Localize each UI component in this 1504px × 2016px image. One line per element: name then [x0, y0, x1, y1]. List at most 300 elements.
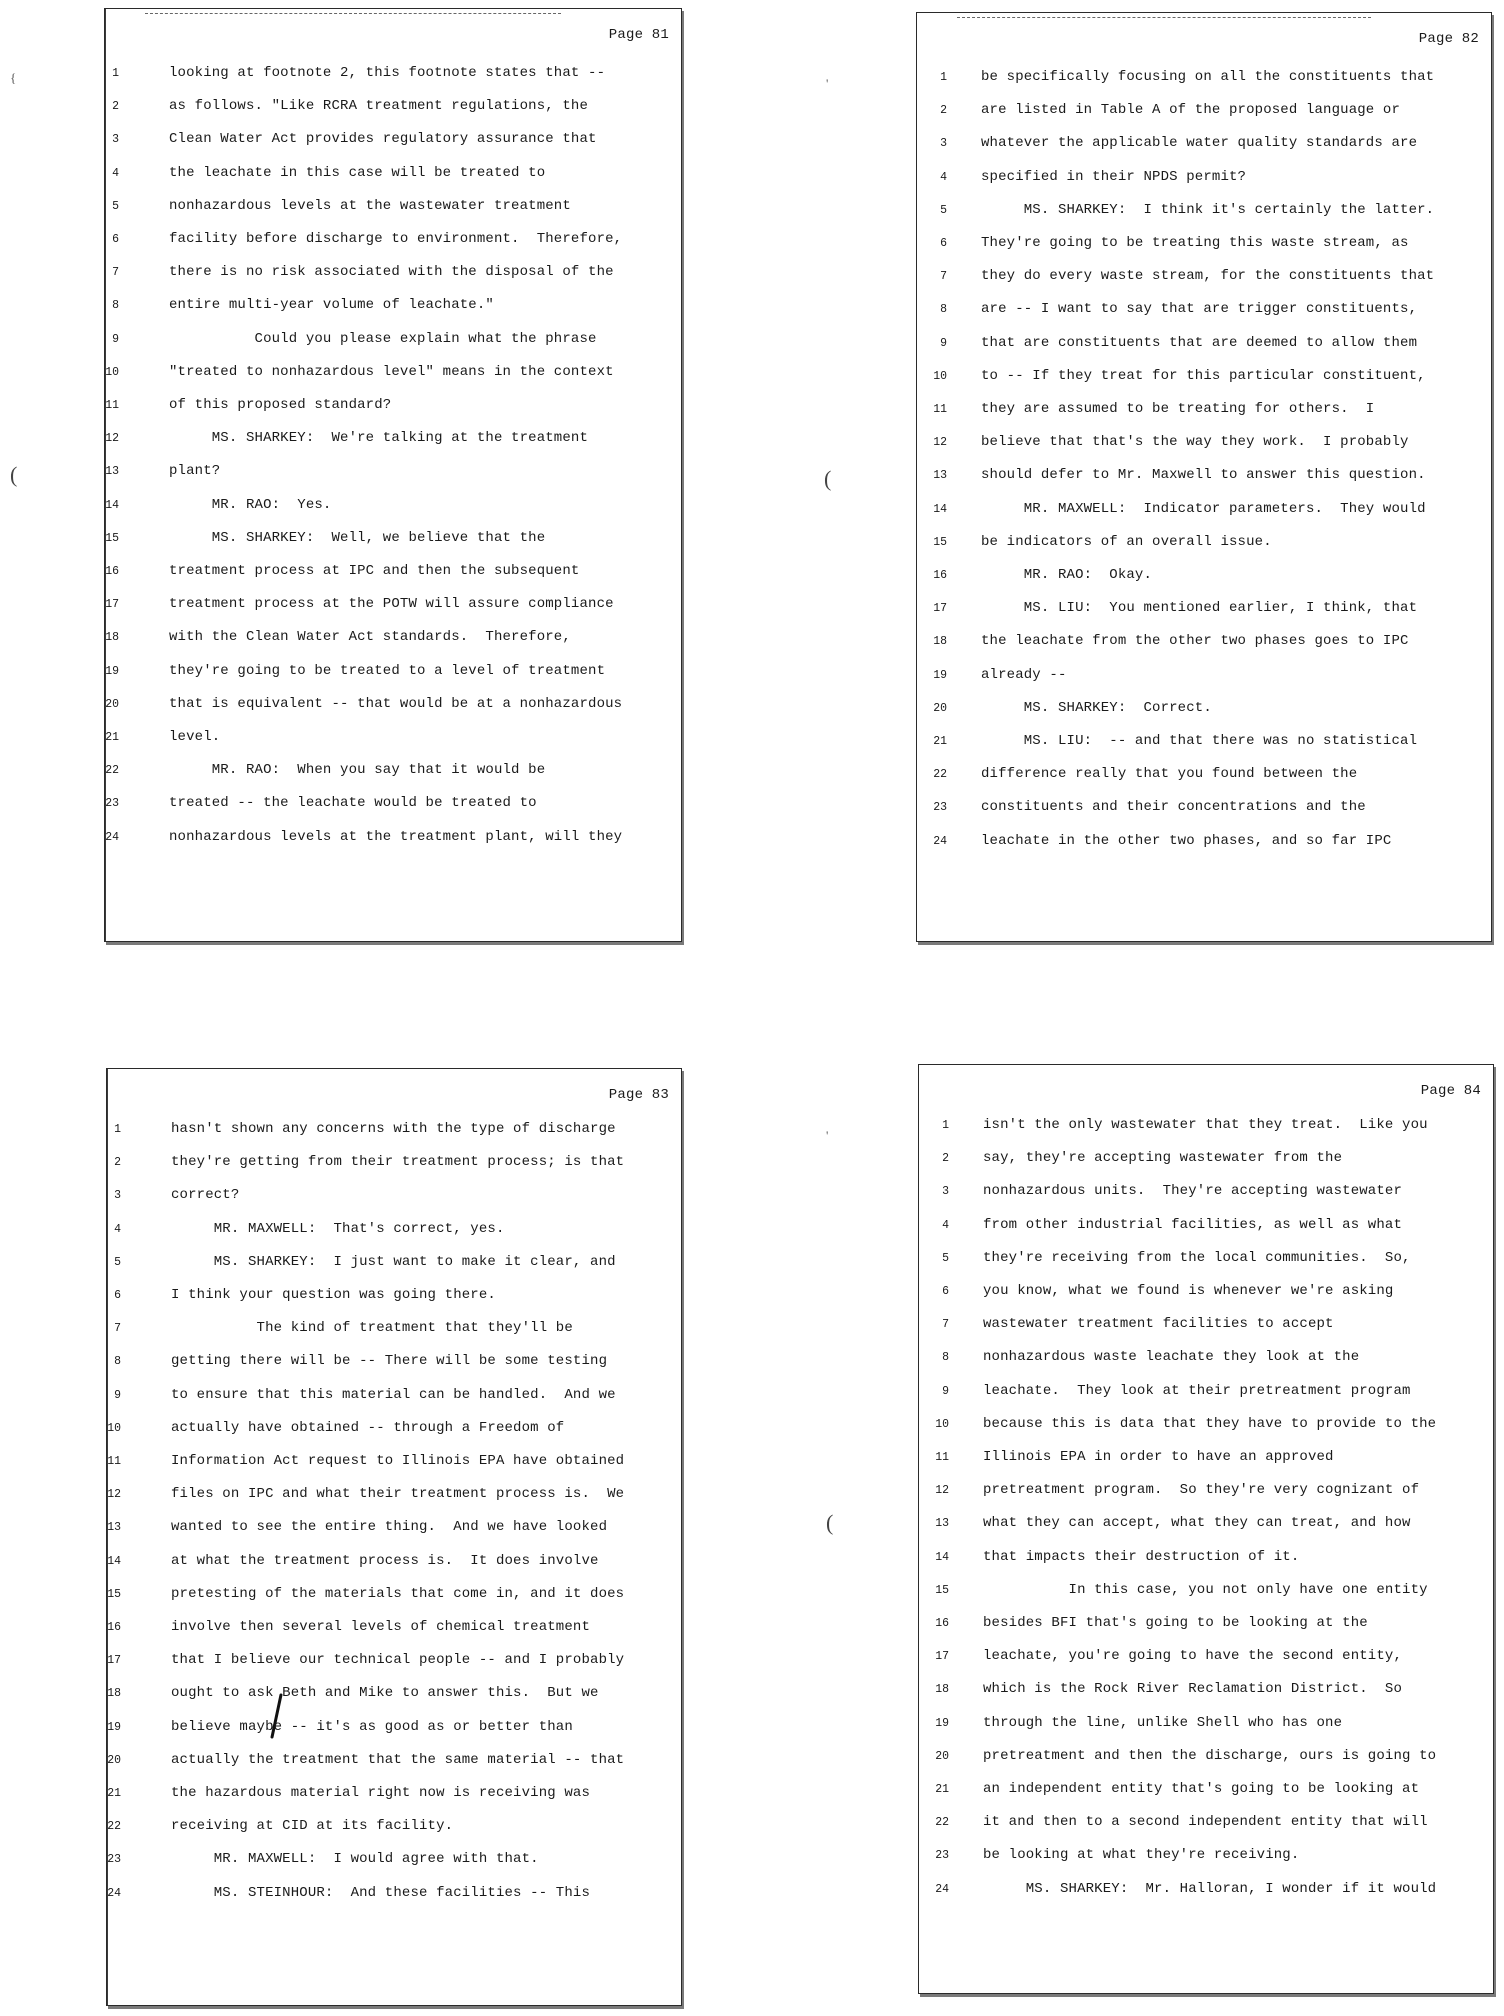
line-number: 5	[942, 1251, 949, 1265]
line-text: MS. LIU: You mentioned earlier, I think, that	[981, 600, 1418, 617]
margin-mark-tick: {	[10, 70, 17, 85]
transcript-line	[919, 1242, 1493, 1275]
transcript-line	[105, 90, 681, 123]
transcript-line	[919, 1341, 1493, 1374]
transcript-line	[105, 422, 681, 455]
line-number: 18	[933, 635, 947, 649]
transcript-line	[105, 821, 681, 854]
line-number: 6	[940, 237, 947, 250]
line-text: say, they're accepting wastewater from the	[983, 1150, 1343, 1167]
transcript-line	[107, 1877, 681, 1910]
transcript-line	[107, 1246, 681, 1279]
line-number: 16	[933, 569, 947, 582]
line-number: 5	[112, 199, 119, 213]
transcript-line	[105, 688, 681, 721]
line-text: because this is data that they have to provide to the	[983, 1415, 1437, 1432]
line-number: 12	[933, 436, 947, 450]
line-number: 1	[942, 1119, 949, 1132]
transcript-line	[919, 1607, 1493, 1640]
line-text: the hazardous material right now is receiving was	[171, 1785, 591, 1801]
line-text: be specifically focusing on all the constituents that	[981, 69, 1435, 85]
line-text: In this case, you not only have one entity	[983, 1581, 1428, 1598]
transcript-line	[917, 393, 1491, 426]
line-number: 24	[107, 1886, 121, 1900]
line-number: 5	[114, 1255, 121, 1269]
line-number: 13	[933, 469, 947, 483]
line-text: MR. RAO: Yes.	[169, 496, 332, 513]
transcript-line	[105, 323, 681, 356]
transcript-line	[919, 1806, 1493, 1839]
line-text: at what the treatment process is. It does involve	[171, 1552, 599, 1569]
line-text: pretreatment program. So they're very cognizant of	[983, 1482, 1420, 1499]
line-text: hasn't shown any concerns with the type of discharge	[171, 1121, 616, 1137]
line-text: MS. STEINHOUR: And these facilities -- This	[171, 1884, 591, 1901]
line-number: 9	[112, 332, 119, 346]
transcript-line	[107, 1843, 681, 1876]
line-text: The kind of treatment that they'll be	[171, 1320, 573, 1337]
transcript-line	[105, 256, 681, 289]
line-text: the leachate from the other two phases goes to IPC	[981, 633, 1409, 650]
line-number: 2	[114, 1156, 121, 1170]
line-number: 12	[107, 1488, 121, 1502]
line-text: treated -- the leachate would be treated to	[169, 795, 537, 812]
transcript-line	[919, 1541, 1493, 1574]
line-number: 19	[107, 1720, 121, 1734]
transcript-line	[107, 1810, 681, 1843]
transcript-line	[919, 1109, 1493, 1142]
line-text: difference really that you found between the	[981, 766, 1358, 783]
line-number: 23	[933, 801, 947, 815]
line-number: 15	[935, 1583, 949, 1597]
transcript-line	[917, 692, 1491, 725]
line-number: 8	[114, 1355, 121, 1369]
line-text: MS. SHARKEY: I think it's certainly the latter.	[981, 201, 1435, 218]
transcript-line	[107, 1511, 681, 1544]
line-number: 15	[933, 535, 947, 549]
line-text: believe maybe -- it's as good as or better than	[171, 1718, 573, 1735]
line-number: 6	[114, 1289, 121, 1302]
line-text: already --	[981, 666, 1067, 683]
transcript-line	[105, 787, 681, 820]
transcript-line	[917, 791, 1491, 824]
transcript-line	[917, 127, 1491, 160]
transcript-line	[105, 555, 681, 588]
transcript-line	[107, 1677, 681, 1710]
line-number: 3	[940, 137, 947, 151]
line-text: treatment process at IPC and then the subsequent	[169, 563, 580, 579]
transcript-line	[917, 260, 1491, 293]
line-number: 10	[105, 365, 119, 379]
line-number: 5	[940, 203, 947, 217]
line-number: 1	[940, 71, 947, 84]
line-text: believe that that's the way they work. I probably	[981, 434, 1409, 451]
transcript-line	[107, 1611, 681, 1644]
transcript-line	[107, 1213, 681, 1246]
transcript-line	[105, 389, 681, 422]
line-number: 24	[105, 830, 119, 844]
line-number: 6	[942, 1285, 949, 1298]
transcript-line	[105, 57, 681, 90]
line-number: 17	[107, 1654, 121, 1668]
line-text: which is the Rock River Reclamation District. So	[983, 1681, 1403, 1698]
line-number: 4	[942, 1218, 949, 1232]
line-number: 21	[935, 1783, 949, 1796]
line-text: wastewater treatment facilities to accept	[983, 1316, 1334, 1333]
transcript-line	[107, 1113, 681, 1146]
transcript-page-83	[106, 1068, 682, 2006]
line-number: 20	[935, 1749, 949, 1763]
line-text: through the line, unlike Shell who has one	[983, 1714, 1343, 1731]
line-text: nonhazardous units. They're accepting wastewater	[983, 1183, 1403, 1200]
transcript-line	[105, 754, 681, 787]
line-text: it and then to a second independent entity that will	[983, 1814, 1428, 1831]
line-text: MS. SHARKEY: Correct.	[981, 699, 1212, 716]
line-text: they're getting from their treatment process; is that	[171, 1154, 625, 1171]
line-number: 18	[935, 1683, 949, 1697]
transcript-line	[917, 559, 1491, 592]
line-number: 10	[935, 1417, 949, 1431]
line-number: 24	[935, 1882, 949, 1896]
transcript-line	[107, 1711, 681, 1744]
line-text: MR. RAO: Okay.	[981, 567, 1153, 583]
line-number: 22	[107, 1820, 121, 1834]
line-number: 3	[112, 133, 119, 147]
line-text: MS. SHARKEY: Mr. Halloran, I wonder if it would	[983, 1880, 1437, 1897]
line-text: Clean Water Act provides regulatory assurance that	[169, 131, 597, 148]
line-number: 2	[940, 104, 947, 118]
transcript-line	[107, 1345, 681, 1378]
transcript-line	[917, 526, 1491, 559]
margin-mark-paren: (	[824, 466, 832, 491]
transcript-line	[917, 426, 1491, 459]
line-text: MS. SHARKEY: I just want to make it clear, and	[171, 1253, 616, 1270]
line-number: 7	[940, 270, 947, 284]
line-number: 8	[940, 303, 947, 317]
line-text: that impacts their destruction of it.	[983, 1548, 1300, 1565]
transcript-line	[107, 1379, 681, 1412]
transcript-line	[105, 123, 681, 156]
line-number: 10	[933, 369, 947, 383]
line-text: should defer to Mr. Maxwell to answer this question.	[981, 467, 1426, 484]
line-number: 21	[933, 735, 947, 748]
line-number: 7	[114, 1322, 121, 1336]
transcript-line	[919, 1673, 1493, 1706]
line-number: 1	[112, 67, 119, 80]
line-text: "treated to nonhazardous level" means in the context	[169, 363, 614, 380]
transcript-line	[919, 1574, 1493, 1607]
line-number: 14	[933, 502, 947, 516]
line-text: nonhazardous levels at the wastewater treatment	[169, 197, 571, 214]
transcript-line	[917, 725, 1491, 758]
line-text: Could you please explain what the phrase	[169, 330, 597, 347]
transcript-page-82	[916, 12, 1492, 942]
transcript-line	[917, 493, 1491, 526]
page-number: Page 82	[1418, 31, 1479, 47]
line-number: 23	[935, 1849, 949, 1863]
line-text: Information Act request to Illinois EPA have obtained	[171, 1453, 625, 1469]
line-number: 13	[107, 1521, 121, 1535]
line-number: 17	[933, 602, 947, 616]
line-text: to -- If they treat for this particular constituent,	[981, 367, 1426, 384]
page-number: Page 81	[608, 27, 669, 43]
line-text: MS. SHARKEY: Well, we believe that the	[169, 529, 546, 546]
line-number: 1	[114, 1123, 121, 1136]
transcript-line	[917, 360, 1491, 393]
transcript-line	[919, 1773, 1493, 1806]
transcript-line	[107, 1412, 681, 1445]
transcript-page-81	[104, 8, 682, 942]
transcript-line	[919, 1839, 1493, 1872]
line-number: 16	[105, 565, 119, 578]
transcript-line	[107, 1279, 681, 1312]
line-text: that is equivalent -- that would be at a nonhazardous	[169, 695, 623, 712]
transcript-line	[105, 157, 681, 190]
transcript-line	[107, 1777, 681, 1810]
line-text: they're going to be treated to a level of treatment	[169, 662, 606, 679]
line-number: 4	[940, 170, 947, 184]
line-number: 22	[935, 1816, 949, 1830]
margin-mark-paren: (	[10, 462, 18, 487]
transcript-line	[919, 1408, 1493, 1441]
transcript-line	[917, 161, 1491, 194]
line-text: with the Clean Water Act standards. Therefore,	[169, 629, 571, 646]
line-number: 18	[105, 631, 119, 645]
line-number: 17	[105, 598, 119, 612]
transcript-line	[107, 1644, 681, 1677]
line-text: leachate, you're going to have the second entity,	[983, 1648, 1403, 1665]
line-number: 12	[105, 432, 119, 446]
line-text: that are constituents that are deemed to allow them	[981, 334, 1418, 351]
line-number: 7	[942, 1318, 949, 1332]
line-number: 10	[107, 1421, 121, 1435]
line-text: there is no risk associated with the disposal of the	[169, 264, 614, 281]
line-text: they're receiving from the local communities. So,	[983, 1249, 1411, 1266]
line-text: as follows. "Like RCRA treatment regulations, the	[169, 98, 589, 115]
line-text: They're going to be treating this waste stream, as	[981, 235, 1409, 251]
line-text: ought to ask Beth and Mike to answer this. But we	[171, 1685, 599, 1702]
line-text: pretesting of the materials that come in, and it does	[171, 1585, 625, 1602]
line-number: 15	[105, 531, 119, 545]
line-number: 4	[114, 1222, 121, 1236]
transcript-line	[917, 459, 1491, 492]
line-text: they are assumed to be treating for others. I	[981, 401, 1375, 417]
transcript-line	[917, 61, 1491, 94]
line-number: 9	[942, 1384, 949, 1398]
line-number: 15	[107, 1587, 121, 1601]
line-text: nonhazardous waste leachate they look at the	[983, 1349, 1360, 1366]
transcript-line	[107, 1445, 681, 1478]
transcript-line	[105, 356, 681, 389]
transcript-line	[107, 1744, 681, 1777]
line-number: 14	[935, 1550, 949, 1564]
transcript-line	[105, 489, 681, 522]
line-number: 7	[112, 266, 119, 280]
line-text: they do every waste stream, for the constituents that	[981, 268, 1435, 285]
line-number: 6	[112, 233, 119, 246]
line-number: 11	[107, 1455, 121, 1468]
transcript-line	[919, 1740, 1493, 1773]
line-text: are listed in Table A of the proposed language or	[981, 102, 1401, 119]
line-text: MR. MAXWELL: Indicator parameters. They would	[981, 500, 1426, 517]
line-number: 19	[935, 1716, 949, 1730]
line-text: whatever the applicable water quality standards are	[981, 135, 1418, 152]
line-text: MS. SHARKEY: We're talking at the treatment	[169, 430, 589, 447]
line-number: 19	[933, 668, 947, 682]
transcript-line	[105, 455, 681, 488]
line-text: I think your question was going there.	[171, 1287, 496, 1303]
line-text: be indicators of an overall issue.	[981, 533, 1272, 550]
line-number: 9	[940, 336, 947, 350]
line-text: actually the treatment that the same material -- that	[171, 1751, 625, 1768]
line-number: 16	[107, 1621, 121, 1634]
line-text: MS. LIU: -- and that there was no statistical	[981, 733, 1418, 749]
transcript-line	[917, 758, 1491, 791]
line-text: constituents and their concentrations and the	[981, 799, 1366, 816]
transcript-line	[919, 1474, 1493, 1507]
line-text: involve then several levels of chemical treatment	[171, 1619, 591, 1635]
line-text: facility before discharge to environment. Therefore,	[169, 231, 623, 247]
transcript-line	[917, 94, 1491, 127]
line-number: 19	[105, 664, 119, 678]
line-text: wanted to see the entire thing. And we have looked	[171, 1519, 608, 1536]
line-text: the leachate in this case will be treated to	[169, 164, 546, 181]
transcript-line	[919, 1507, 1493, 1540]
line-number: 11	[105, 399, 119, 412]
transcript-line	[917, 293, 1491, 326]
line-text: isn't the only wastewater that they treat. Like you	[983, 1117, 1428, 1133]
line-number: 8	[942, 1351, 949, 1365]
line-number: 4	[112, 166, 119, 180]
line-number: 20	[933, 701, 947, 715]
transcript-line	[105, 655, 681, 688]
line-text: Illinois EPA in order to have an approved	[983, 1449, 1334, 1465]
line-number: 11	[933, 403, 947, 416]
transcript-line	[105, 588, 681, 621]
transcript-line	[919, 1375, 1493, 1408]
line-number: 16	[935, 1617, 949, 1630]
line-text: MR. MAXWELL: That's correct, yes.	[171, 1220, 505, 1237]
line-text: receiving at CID at its facility.	[171, 1818, 454, 1835]
line-text: besides BFI that's going to be looking at the	[983, 1615, 1368, 1631]
line-number: 22	[105, 764, 119, 778]
transcript-line	[105, 190, 681, 223]
line-text: correct?	[171, 1187, 240, 1204]
transcript-line	[917, 659, 1491, 692]
transcript-line	[107, 1179, 681, 1212]
line-number: 17	[935, 1650, 949, 1664]
transcript-line	[919, 1441, 1493, 1474]
line-text: MR. MAXWELL: I would agree with that.	[171, 1851, 539, 1868]
line-text: MR. RAO: When you say that it would be	[169, 762, 546, 779]
line-text: specified in their NPDS permit?	[981, 168, 1247, 185]
line-text: that I believe our technical people -- and I probably	[171, 1652, 625, 1669]
line-number: 3	[114, 1189, 121, 1203]
line-number: 2	[112, 100, 119, 114]
line-text: looking at footnote 2, this footnote states that --	[169, 65, 606, 81]
transcript-line	[919, 1308, 1493, 1341]
transcript-line	[919, 1707, 1493, 1740]
line-number: 13	[105, 465, 119, 479]
transcript-line	[919, 1873, 1493, 1906]
transcript-line	[105, 621, 681, 654]
transcript-line	[105, 522, 681, 555]
line-text: nonhazardous levels at the treatment plant, will they	[169, 828, 623, 845]
line-number: 21	[105, 731, 119, 744]
line-text: entire multi-year volume of leachate."	[169, 297, 494, 314]
line-text: from other industrial facilities, as well as what	[983, 1216, 1403, 1233]
line-text: what they can accept, what they can treat, and how	[983, 1515, 1411, 1532]
line-number: 11	[935, 1451, 949, 1464]
line-text: pretreatment and then the discharge, ours is going to	[983, 1747, 1437, 1764]
line-text: getting there will be -- There will be some testing	[171, 1353, 608, 1370]
line-text: plant?	[169, 463, 221, 480]
line-text: of this proposed standard?	[169, 397, 392, 413]
transcript-line	[919, 1142, 1493, 1175]
transcript-line	[107, 1578, 681, 1611]
line-number: 23	[107, 1853, 121, 1867]
line-text: level.	[169, 729, 221, 745]
line-number: 22	[933, 768, 947, 782]
line-number: 18	[107, 1687, 121, 1701]
transcript-line	[917, 194, 1491, 227]
page-number: Page 83	[608, 1087, 669, 1103]
line-number: 8	[112, 299, 119, 313]
transcript-line	[107, 1146, 681, 1179]
line-text: are -- I want to say that are trigger constituents,	[981, 301, 1418, 318]
transcript-line	[917, 592, 1491, 625]
line-text: to ensure that this material can be handled. And we	[171, 1386, 616, 1403]
line-text: you know, what we found is whenever we're asking	[983, 1283, 1394, 1299]
transcript-line	[105, 721, 681, 754]
line-text: be looking at what they're receiving.	[983, 1847, 1300, 1864]
line-number: 20	[105, 697, 119, 711]
transcript-line	[917, 327, 1491, 360]
transcript-line	[107, 1545, 681, 1578]
margin-mark-tick-small: '	[826, 1128, 829, 1143]
margin-mark-paren: (	[826, 1510, 834, 1535]
transcript-line	[917, 227, 1491, 260]
line-text: files on IPC and what their treatment process is. We	[171, 1486, 625, 1503]
line-text: leachate. They look at their pretreatment program	[983, 1382, 1411, 1399]
transcript-line	[919, 1275, 1493, 1308]
transcript-line	[107, 1312, 681, 1345]
transcript-line	[919, 1640, 1493, 1673]
transcript-line	[919, 1209, 1493, 1242]
transcript-line	[917, 825, 1491, 858]
line-number: 14	[107, 1554, 121, 1568]
transcript-line	[917, 625, 1491, 658]
transcript-line	[105, 223, 681, 256]
line-text: actually have obtained -- through a Freedom of	[171, 1419, 565, 1436]
line-number: 14	[105, 498, 119, 512]
transcript-line	[919, 1175, 1493, 1208]
line-text: treatment process at the POTW will assure compliance	[169, 596, 614, 613]
line-number: 23	[105, 797, 119, 811]
line-number: 9	[114, 1388, 121, 1402]
transcript-page-84	[918, 1064, 1494, 1994]
transcript-line	[107, 1478, 681, 1511]
line-number: 21	[107, 1787, 121, 1800]
margin-mark-tick-small: '	[826, 76, 829, 91]
line-number: 2	[942, 1152, 949, 1166]
page-number: Page 84	[1420, 1083, 1481, 1099]
line-text: leachate in the other two phases, and so far IPC	[981, 832, 1392, 849]
line-number: 20	[107, 1753, 121, 1767]
line-number: 12	[935, 1484, 949, 1498]
line-number: 13	[935, 1517, 949, 1531]
line-number: 24	[933, 834, 947, 848]
line-text: an independent entity that's going to be looking at	[983, 1781, 1420, 1797]
